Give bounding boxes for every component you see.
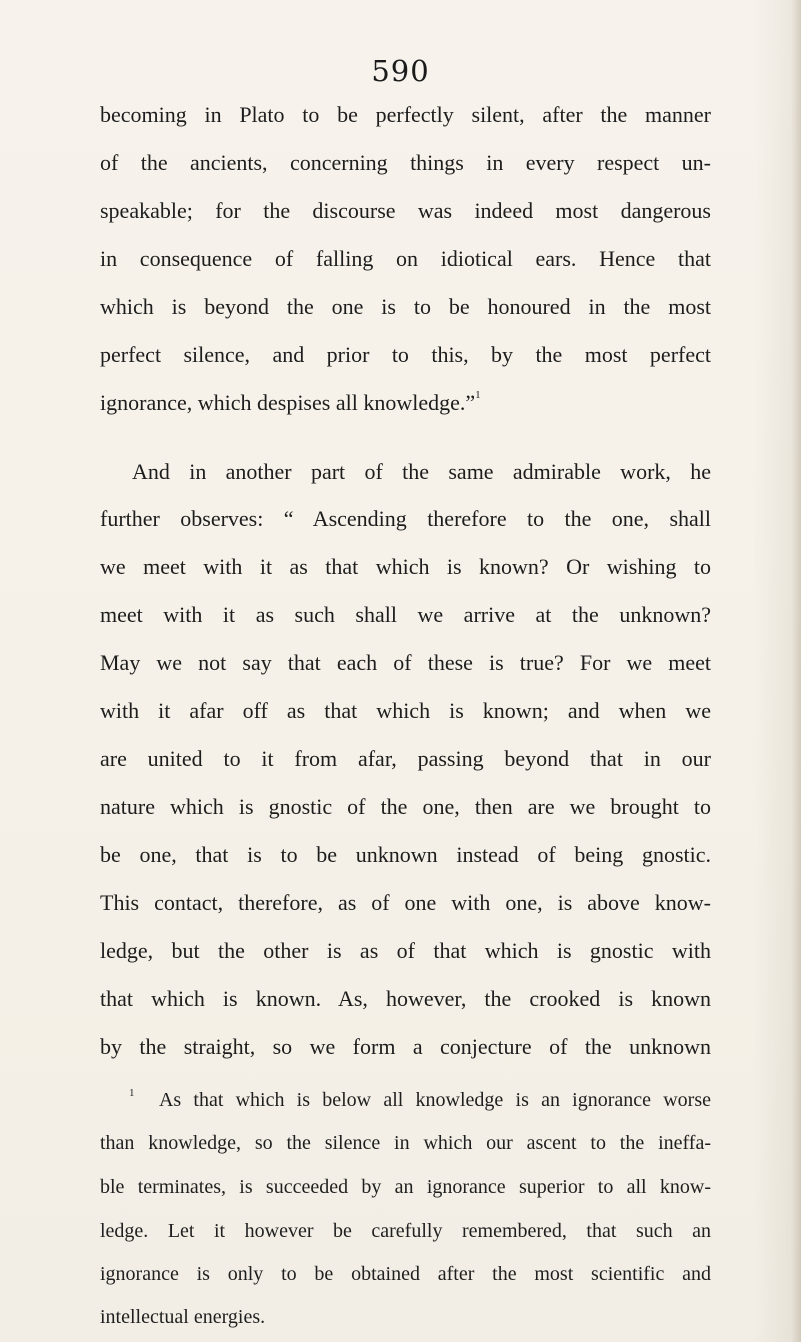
body-line-11: meet with it as such shall we arrive at the unknown?	[100, 602, 711, 627]
body-line-13: with it afar off as that which is known; and when we	[100, 698, 711, 723]
footnote-line-2: than knowledge, so the silence in which our ascent to the ineffa-	[100, 1132, 711, 1154]
footnote-line-1-text: As that which is below all knowledge is an ignorance worse	[158, 1089, 711, 1111]
page-edge-shadow	[791, 0, 801, 1342]
body-line-8: And in another part of the same admirable work, he	[132, 459, 711, 484]
body-line-7-text: ignorance, which despises all knowledge.”	[100, 390, 476, 415]
body-line-17: This contact, therefore, as of one with one, is above know-	[100, 890, 711, 915]
page-number: 590	[371, 54, 430, 88]
footnote-line-1	[129, 1087, 711, 1111]
body-line-5: which is beyond the one is to be honoured in the most	[100, 294, 711, 319]
footnote-line-6: intellectual energies.	[100, 1306, 266, 1328]
body-line-18: ledge, but the other is as of that which is gnostic with	[100, 938, 711, 963]
body-line-4: in consequence of falling on idiotical ears. Hence that	[100, 246, 711, 271]
footnote-line-4: ledge. Let it however be carefully remembered, that such an	[100, 1220, 711, 1242]
body-line-3: speakable; for the discourse was indeed most dangerous	[100, 198, 711, 223]
footnote-line-3: ble terminates, is succeeded by an ignorance superior to all know-	[100, 1176, 711, 1198]
body-line-16: be one, that is to be unknown instead of being gnostic.	[100, 842, 711, 867]
body-line-6: perfect silence, and prior to this, by the most perfect	[100, 342, 711, 367]
body-line-1: becoming in Plato to be perfectly silent, after the manner	[100, 102, 711, 127]
body-line-10: we meet with it as that which is known? Or wishing to	[100, 554, 711, 579]
footnote-reference: 1	[475, 389, 481, 401]
body-line-9: further observes: “ Ascending therefore to the one, shall	[100, 506, 711, 531]
body-line-7	[100, 389, 481, 415]
body-line-15: nature which is gnostic of the one, then are we brought to	[100, 794, 711, 819]
body-line-20: by the straight, so we form a conjecture of the unknown	[100, 1034, 711, 1059]
body-line-12: May we not say that each of these is true? For we meet	[100, 650, 711, 675]
footnote-line-5: ignorance is only to be obtained after the most scientific and	[100, 1263, 711, 1285]
body-line-19: that which is known. As, however, the crooked is known	[100, 986, 711, 1011]
body-line-14: are united to it from afar, passing beyond that in our	[100, 746, 711, 771]
footnote-marker: 1	[129, 1087, 135, 1099]
body-line-2: of the ancients, concerning things in every respect un-	[100, 150, 711, 175]
